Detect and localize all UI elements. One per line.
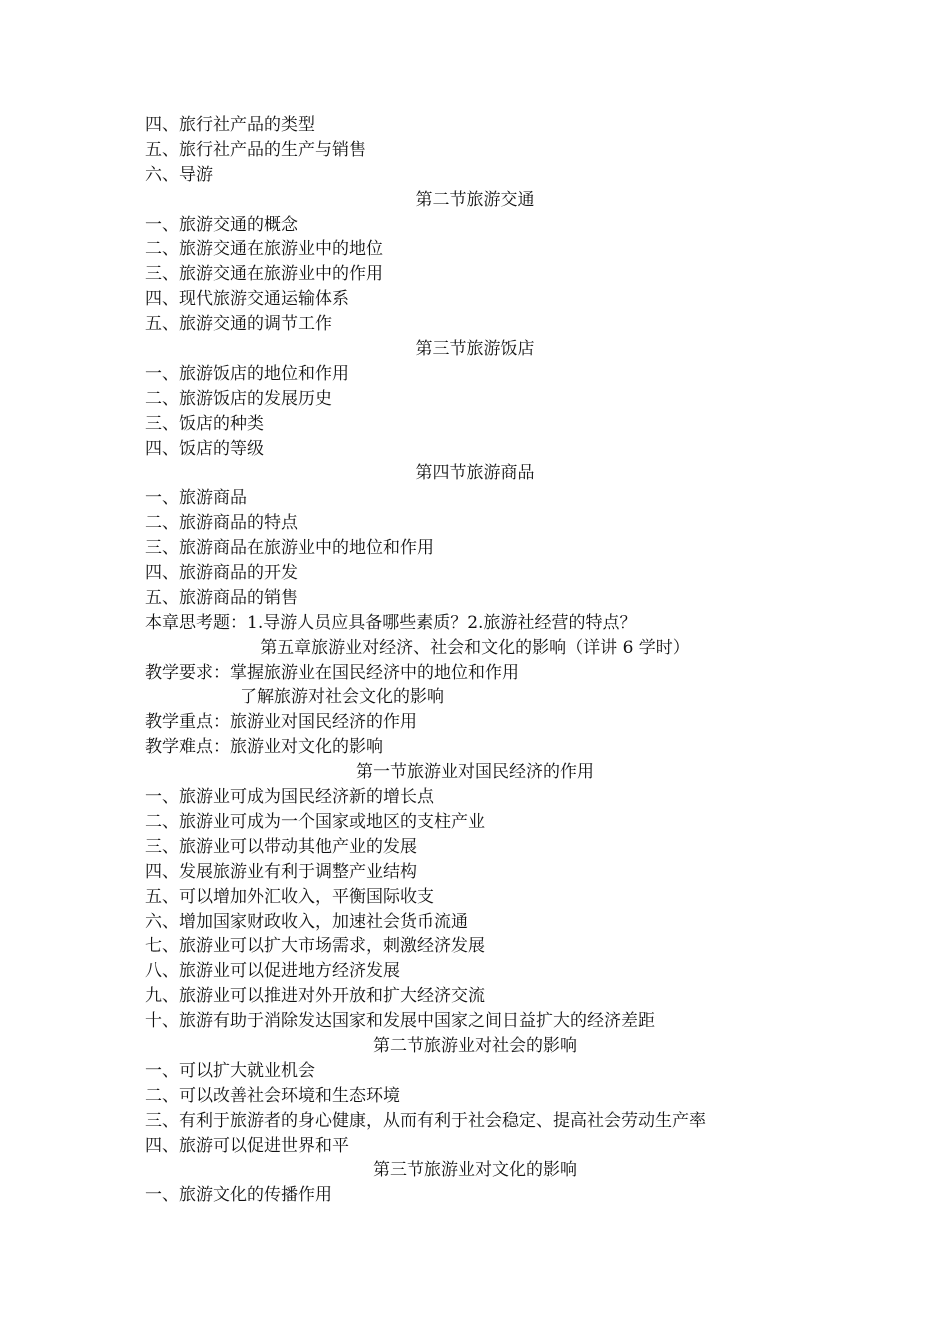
text-line: 二、可以改善社会环境和生态环境 <box>145 1085 400 1106</box>
text-line: 五、旅游交通的调节工作 <box>145 314 332 335</box>
text-line: 四、发展旅游业有利于调整产业结构 <box>145 861 417 882</box>
text-line: 三、旅游商品在旅游业中的地位和作用 <box>145 538 434 559</box>
text-line: 三、饭店的种类 <box>145 413 264 434</box>
text-line: 二、旅游交通在旅游业中的地位 <box>145 239 383 260</box>
chapter-heading: 第五章旅游业对经济、社会和文化的影响（详讲 6 学时） <box>260 637 690 658</box>
chapter-questions: 本章思考题：1.导游人员应具备哪些素质？2.旅游社经营的特点？ <box>145 612 637 633</box>
section-heading: 第四节旅游商品 <box>415 463 535 484</box>
section-heading: 第二节旅游交通 <box>415 189 535 210</box>
text-line: 四、旅游可以促进世界和平 <box>145 1135 349 1156</box>
text-line: 三、有利于旅游者的身心健康，从而有利于社会稳定、提高社会劳动生产率 <box>145 1110 706 1131</box>
text-line: 七、旅游业可以扩大市场需求，刺激经济发展 <box>145 936 485 957</box>
section-heading: 第一节旅游业对国民经济的作用 <box>356 762 594 783</box>
text-line: 二、旅游业可成为一个国家或地区的支柱产业 <box>145 811 485 832</box>
text-line: 一、旅游饭店的地位和作用 <box>145 363 349 384</box>
text-line: 一、可以扩大就业机会 <box>145 1060 315 1081</box>
text-line: 三、旅游业可以带动其他产业的发展 <box>145 836 417 857</box>
document-body <box>145 113 805 1208</box>
teaching-focus: 教学重点：旅游业对国民经济的作用 <box>145 712 417 733</box>
text-line: 二、旅游商品的特点 <box>145 513 298 534</box>
text-line: 五、可以增加外汇收入，平衡国际收支 <box>145 886 434 907</box>
text-line: 五、旅游商品的销售 <box>145 587 298 608</box>
section-heading: 第三节旅游业对文化的影响 <box>373 1160 577 1181</box>
text-line: 八、旅游业可以促进地方经济发展 <box>145 961 400 982</box>
text-line: 四、现代旅游交通运输体系 <box>145 289 349 310</box>
text-line: 一、旅游业可成为国民经济新的增长点 <box>145 787 434 808</box>
section-heading: 第二节旅游业对社会的影响 <box>373 1035 577 1056</box>
text-line: 六、导游 <box>145 164 213 185</box>
text-line: 五、旅行社产品的生产与销售 <box>145 139 366 160</box>
text-line: 三、旅游交通在旅游业中的作用 <box>145 264 383 285</box>
text-line: 六、增加国家财政收入，加速社会货币流通 <box>145 911 468 932</box>
text-line: 十、旅游有助于消除发达国家和发展中国家之间日益扩大的经济差距 <box>145 1011 655 1032</box>
text-line: 九、旅游业可以推进对外开放和扩大经济交流 <box>145 986 485 1007</box>
teaching-requirement-continued: 了解旅游对社会文化的影响 <box>240 687 444 708</box>
text-line: 四、饭店的等级 <box>145 438 264 459</box>
teaching-difficulty: 教学难点：旅游业对文化的影响 <box>145 737 383 758</box>
teaching-requirement: 教学要求：掌握旅游业在国民经济中的地位和作用 <box>145 662 519 683</box>
section-heading: 第三节旅游饭店 <box>415 339 535 360</box>
text-line: 一、旅游交通的概念 <box>145 214 298 235</box>
text-line: 四、旅游商品的开发 <box>145 563 298 584</box>
text-line: 一、旅游商品 <box>145 488 247 509</box>
text-line: 四、旅行社产品的类型 <box>145 115 315 135</box>
text-line: 一、旅游文化的传播作用 <box>145 1185 332 1206</box>
text-line: 二、旅游饭店的发展历史 <box>145 388 332 409</box>
